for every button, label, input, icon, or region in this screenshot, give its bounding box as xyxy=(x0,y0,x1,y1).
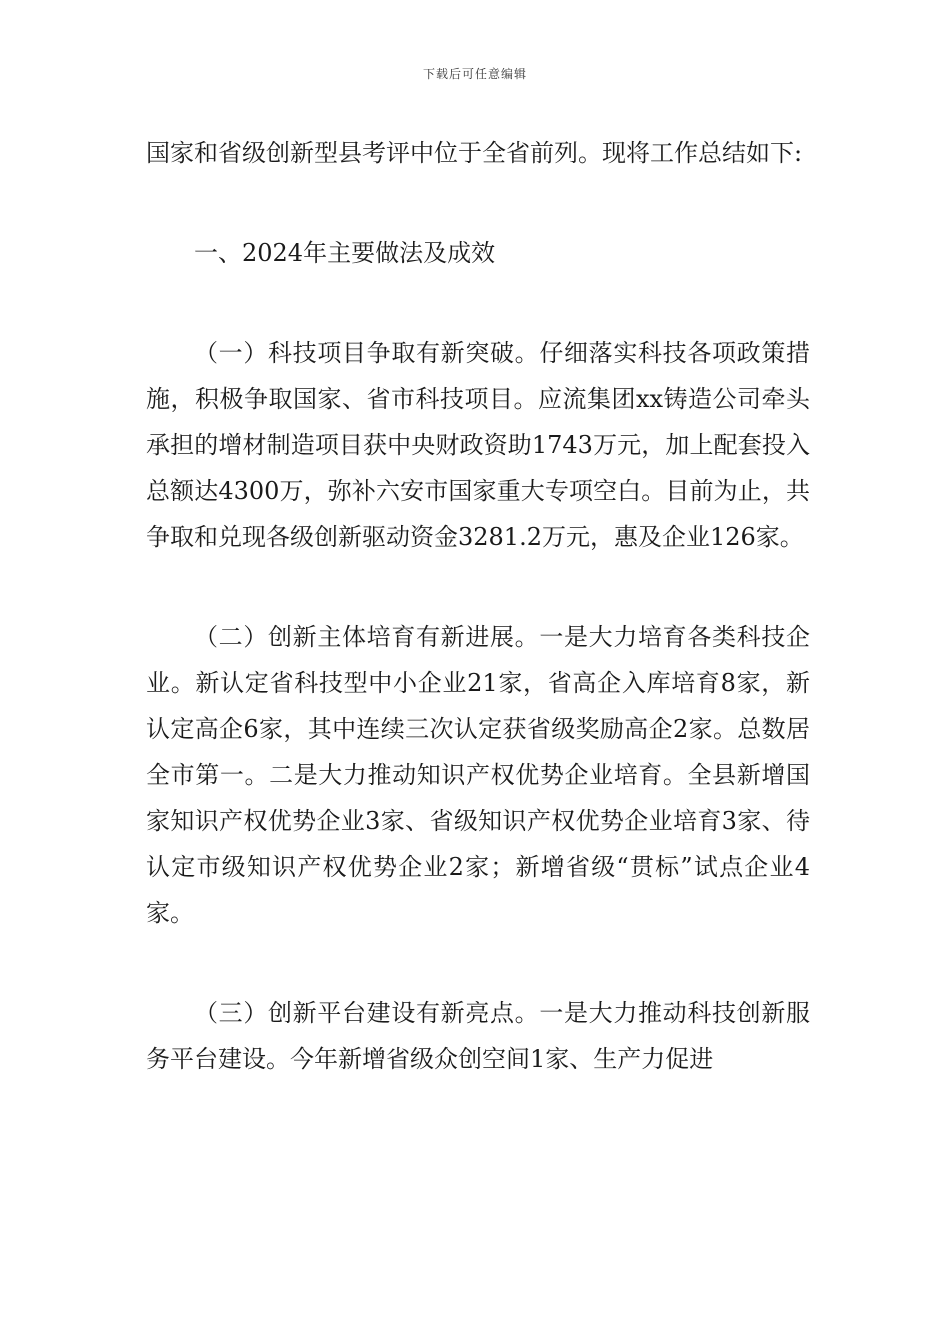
section-heading: 一、2024年主要做法及成效 xyxy=(194,239,496,267)
paragraph-item-1: （一）科技项目争取有新突破。仔细落实科技各项政策措施，积极争取国家、省市科技项目。应流集团xx铸造公司牵头承担的增材制造项目获中央财政资助1743万元，加上配套投入总额达4300万，弥补六安市国家重大专项空白。目前为止，共争取和兑现各级创新驱动资金3281.2万元，惠及企业126家。 xyxy=(146,339,810,551)
header-note: 下载后可任意编辑 xyxy=(422,67,527,81)
paragraph-intro: 国家和省级创新型县考评中位于全省前列。现将工作总结如下: xyxy=(146,139,803,167)
paragraph-spacer xyxy=(146,176,810,230)
paragraph-spacer xyxy=(146,560,810,614)
paragraph-item-3: （三）创新平台建设有新亮点。一是大力推动科技创新服务平台建设。今年新增省级众创空间1家、生产力促进 xyxy=(146,999,810,1073)
paragraph-spacer xyxy=(146,936,810,990)
document-body xyxy=(146,130,810,1082)
paragraph-spacer xyxy=(146,276,810,330)
paragraph-item-2: （二）创新主体培育有新进展。一是大力培育各类科技企业。新认定省科技型中小企业21家，省高企入库培育8家，新认定高企6家，其中连续三次认定获省级奖励高企2家。总数居全市第一。二是大力推动知识产权优势企业培育。全县新增国家知识产权优势企业3家、省级知识产权优势企业培育3家、待认定市级知识产权优势企业2家；新增省级“贯标”试点企业4家。 xyxy=(146,623,810,927)
